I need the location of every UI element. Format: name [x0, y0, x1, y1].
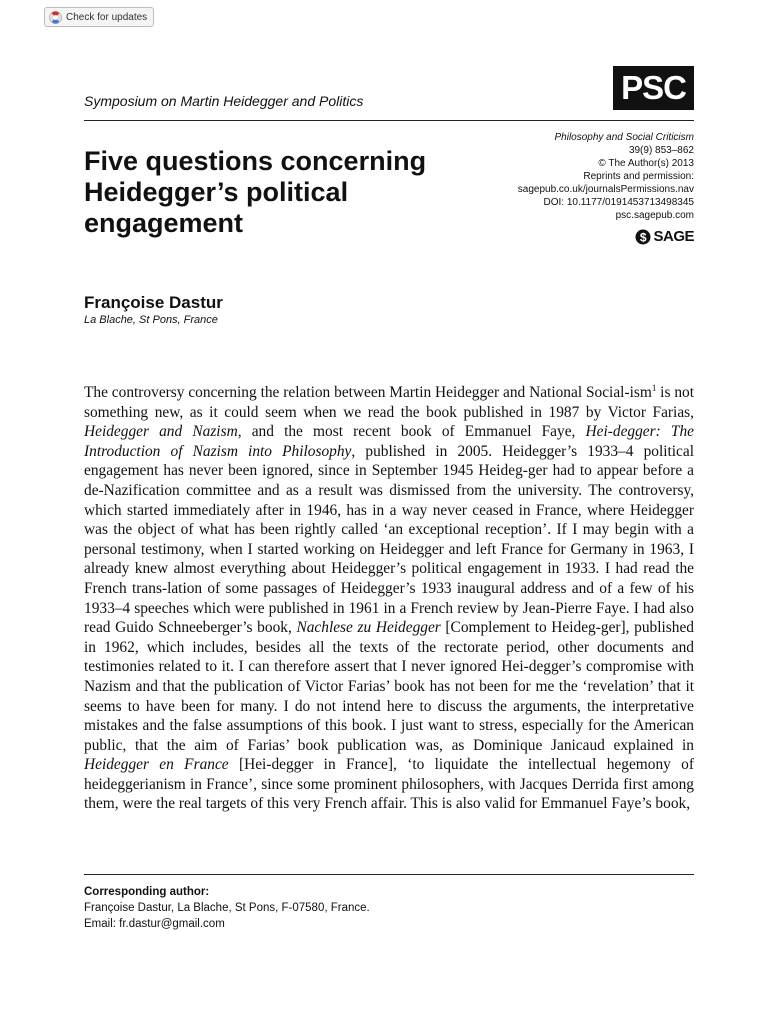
body-text-segment: is not something new, as it could seem when we read the book published in 1987 by Victor Farias,	[84, 384, 694, 421]
journal-issue: 39(9) 853–862	[628, 145, 694, 156]
corresponding-author-email[interactable]: Email: fr.dastur@gmail.com	[84, 918, 225, 930]
svg-text:$: $	[640, 229, 647, 244]
corresponding-author-block	[84, 884, 370, 932]
corresponding-author-label: Corresponding author:	[84, 886, 210, 898]
crossmark-icon	[49, 11, 62, 24]
check-for-updates-badge[interactable]	[44, 7, 154, 27]
sage-logo-text: SAGE	[653, 228, 694, 245]
journal-site-link[interactable]: psc.sagepub.com	[615, 210, 694, 221]
copyright-line: © The Author(s) 2013	[598, 158, 694, 169]
author-name: Françoise Dastur	[84, 293, 223, 312]
footer-divider	[84, 874, 694, 875]
article-title: Five questions concerning Heidegger’s political engagement	[84, 146, 427, 238]
journal-logo: PSC	[613, 66, 694, 110]
permissions-link[interactable]: sagepub.co.uk/journalsPermissions.nav	[517, 184, 694, 195]
check-for-updates-label: Check for updates	[66, 11, 148, 23]
book-title-italic: Heidegger en France	[84, 756, 229, 774]
body-paragraph	[84, 383, 694, 814]
book-title-italic: Hei-degger: The Introduction of Nazism into Philosophy	[84, 423, 694, 460]
reprints-line: Reprints and permission:	[583, 171, 694, 182]
book-title-italic: Heidegger and Nazism	[84, 423, 238, 441]
body-text-segment: , published in 2005. Heidegger’s 1933–4 political engagement has never been ignored, since in September 1945 Heideg-ger had to appear before a de-Nazification committee and as a result was dismissed from the university. The controversy, which started immediately after in 1946, has in a way never ceased in France, where Heidegger was the object of what has been rightly called ‘an exceptional reception’. If I may begin with a personal testimony, when I started working on Heidegger and left France for Germany in 1963, I already knew almost everything about Heidegger’s political engagement in 1933. I had read the French trans-lation of some passages of Heidegger’s 1933 inaugural address and of a few of his 1933–4 speeches which were published in 1961 in a French review by Jean-Pierre Faye. I had also read Guido Schneeberger’s book,	[84, 442, 694, 637]
doi-link[interactable]: DOI: 10.1177/0191453713498345	[543, 197, 694, 208]
corresponding-author-address: Françoise Dastur, La Blache, St Pons, F-07580, France.	[84, 902, 370, 914]
header-divider	[84, 120, 694, 121]
symposium-header: Symposium on Martin Heidegger and Politics	[84, 93, 364, 109]
body-text-segment: [Hei-degger in France], ‘to liquidate the intellectual hegemony of heideggerianism in France’, since some prominent philosophers, with Jacques Derrida first among them, were the real targets of this very French affair. This is also valid for Emmanuel Faye’s book,	[84, 756, 694, 813]
sage-dollar-icon	[635, 229, 651, 245]
journal-name: Philosophy and Social Criticism	[554, 132, 694, 143]
book-title-italic: Nachlese zu Heidegger	[296, 619, 441, 637]
body-text-segment: The controversy concerning the relation between Martin Heidegger and National Social-ism	[84, 384, 652, 401]
author-affiliation: La Blache, St Pons, France	[84, 314, 218, 326]
sage-logo	[635, 228, 694, 245]
body-text-segment: [Complement to Heideg-ger], published in 1962, which includes, besides all the texts of the rectorate period, other documents and testimonies related to it. I can therefore assert that I never ignored Hei-degger’s compromise with Nazism and that the publication of Victor Farias’ book has not been for me the ‘revelation’ that it seems to have been for many. I do not intend here to discuss the arguments, the interpretative mistakes and the false assumptions of this book. I just want to stress, especially for the American public, that the aim of Farias’ book publication was, as Dominique Janicaud explained in	[84, 619, 694, 754]
body-text-segment: , and the most recent book of Emmanuel Faye,	[237, 423, 586, 441]
footnote-marker[interactable]: 1	[651, 382, 657, 393]
journal-info	[518, 131, 694, 222]
